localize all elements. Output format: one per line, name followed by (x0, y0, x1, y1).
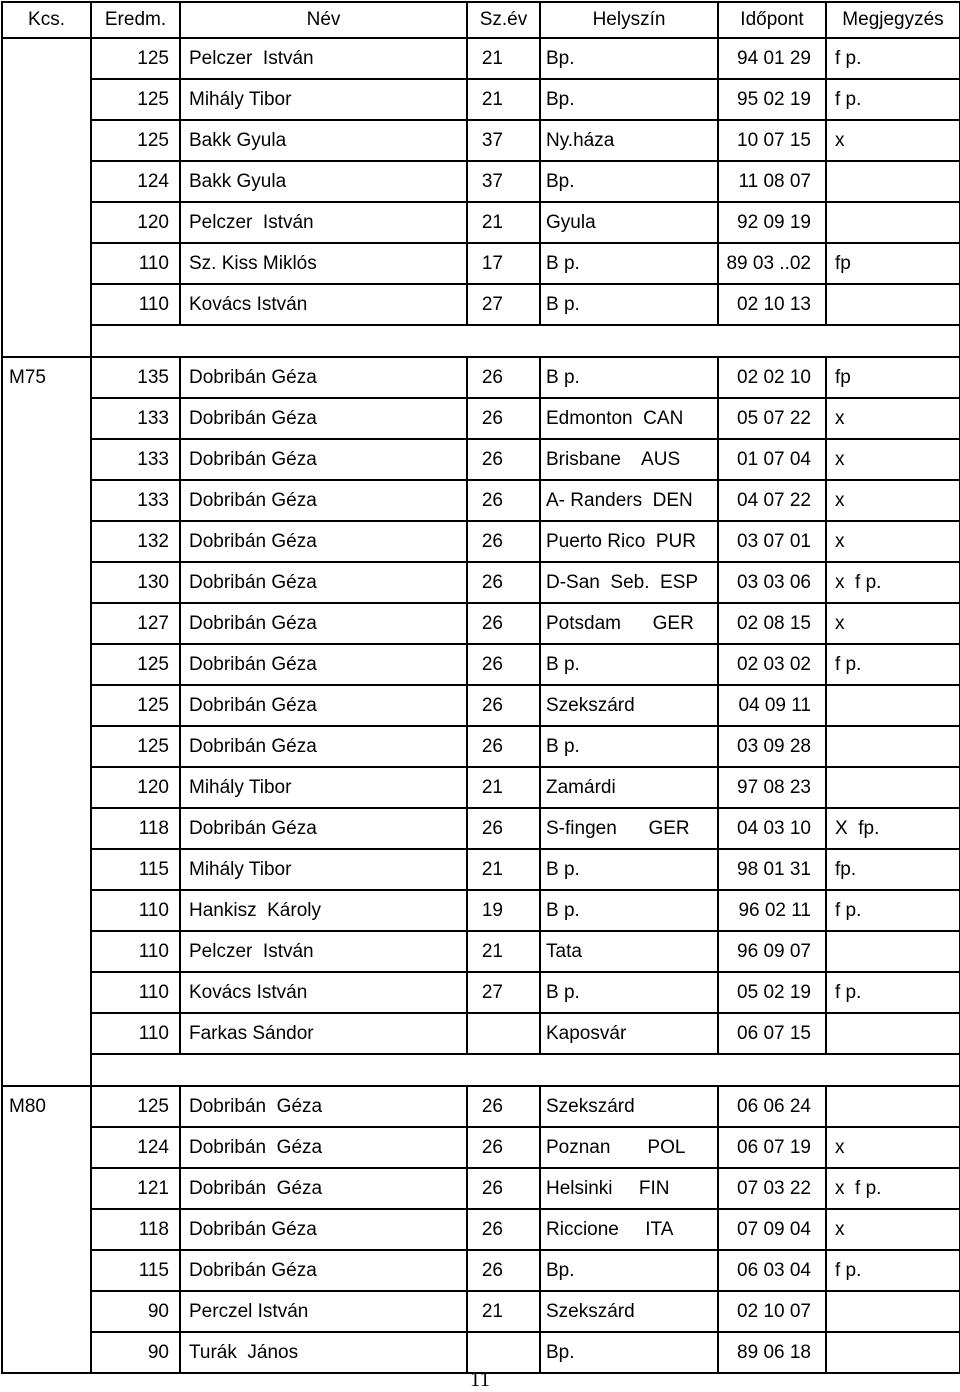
table-row (2, 357, 960, 398)
cell-megj: fp (826, 357, 960, 398)
cell-megj: x f p. (826, 1168, 960, 1209)
cell-hely: B p. (540, 726, 718, 767)
cell-ido: 11 08 07 (718, 161, 826, 202)
cell-eredm: 125 (91, 685, 180, 726)
cell-nev: Dobribán Géza (180, 357, 467, 398)
table-row (2, 480, 960, 521)
cell-eredm: 124 (91, 1127, 180, 1168)
blank-cell (91, 325, 960, 357)
cell-eredm: 125 (91, 726, 180, 767)
cell-szev: 26 (467, 1086, 540, 1127)
cell-szev: 21 (467, 1291, 540, 1332)
cell-hely: Poznan POL (540, 1127, 718, 1168)
cell-ido: 02 03 02 (718, 644, 826, 685)
cell-hely: Bp. (540, 1250, 718, 1291)
cell-nev: Farkas Sándor (180, 1013, 467, 1054)
table-row (2, 1291, 960, 1332)
cell-megj (826, 685, 960, 726)
cell-eredm: 127 (91, 603, 180, 644)
cell-szev: 37 (467, 161, 540, 202)
cell-kcs (2, 38, 91, 79)
cell-ido: 03 09 28 (718, 726, 826, 767)
header-eredm: Eredm. (91, 2, 180, 38)
cell-kcs (2, 890, 91, 931)
cell-kcs (2, 685, 91, 726)
cell-megj: x f p. (826, 562, 960, 603)
cell-ido: 04 07 22 (718, 480, 826, 521)
cell-eredm: 124 (91, 161, 180, 202)
cell-ido: 02 08 15 (718, 603, 826, 644)
cell-megj: f p. (826, 890, 960, 931)
cell-ido: 07 09 04 (718, 1209, 826, 1250)
cell-kcs (2, 603, 91, 644)
cell-eredm: 125 (91, 120, 180, 161)
cell-ido: 10 07 15 (718, 120, 826, 161)
cell-hely: Brisbane AUS (540, 439, 718, 480)
cell-megj (826, 726, 960, 767)
table-row (2, 644, 960, 685)
cell-eredm: 110 (91, 284, 180, 325)
cell-szev: 26 (467, 480, 540, 521)
cell-megj (826, 202, 960, 243)
cell-nev: Kovács István (180, 284, 467, 325)
cell-megj: f p. (826, 79, 960, 120)
cell-eredm: 133 (91, 439, 180, 480)
cell-kcs (2, 726, 91, 767)
cell-szev: 26 (467, 685, 540, 726)
cell-hely: Edmonton CAN (540, 398, 718, 439)
cell-szev: 37 (467, 120, 540, 161)
cell-hely: Bp. (540, 1332, 718, 1373)
table-row (2, 439, 960, 480)
cell-szev (467, 1013, 540, 1054)
cell-nev: Pelczer István (180, 202, 467, 243)
table-row (2, 808, 960, 849)
cell-megj (826, 161, 960, 202)
cell-ido: 05 02 19 (718, 972, 826, 1013)
cell-eredm: 110 (91, 1013, 180, 1054)
cell-kcs (2, 808, 91, 849)
cell-eredm: 118 (91, 1209, 180, 1250)
table-row (2, 284, 960, 325)
cell-nev: Dobribán Géza (180, 726, 467, 767)
cell-eredm: 115 (91, 1250, 180, 1291)
cell-eredm: 110 (91, 931, 180, 972)
cell-kcs (2, 644, 91, 685)
blank-separator-row (2, 1054, 960, 1086)
cell-nev: Dobribán Géza (180, 603, 467, 644)
cell-ido: 98 01 31 (718, 849, 826, 890)
records-body (2, 38, 960, 1373)
cell-hely: D-San Seb. ESP (540, 562, 718, 603)
cell-eredm: 135 (91, 357, 180, 398)
table-row (2, 1250, 960, 1291)
cell-kcs (2, 79, 91, 120)
table-row (2, 726, 960, 767)
cell-kcs (2, 161, 91, 202)
cell-hely: S-fingen GER (540, 808, 718, 849)
cell-nev: Mihály Tibor (180, 849, 467, 890)
cell-eredm: 118 (91, 808, 180, 849)
cell-nev: Bakk Gyula (180, 120, 467, 161)
cell-eredm: 110 (91, 890, 180, 931)
cell-hely: Bp. (540, 38, 718, 79)
cell-nev: Dobribán Géza (180, 1127, 467, 1168)
cell-kcs (2, 931, 91, 972)
cell-szev: 26 (467, 644, 540, 685)
table-row (2, 603, 960, 644)
cell-ido: 02 10 13 (718, 284, 826, 325)
cell-eredm: 121 (91, 1168, 180, 1209)
cell-hely: Szekszárd (540, 1086, 718, 1127)
cell-ido: 97 08 23 (718, 767, 826, 808)
cell-megj: f p. (826, 972, 960, 1013)
blank-cell (2, 1054, 91, 1086)
header-kcs: Kcs. (2, 2, 91, 38)
header-nev: Név (180, 2, 467, 38)
cell-eredm: 125 (91, 38, 180, 79)
table-row (2, 1086, 960, 1127)
cell-szev: 19 (467, 890, 540, 931)
cell-szev: 21 (467, 79, 540, 120)
table-row (2, 1013, 960, 1054)
cell-nev: Mihály Tibor (180, 79, 467, 120)
table-row (2, 161, 960, 202)
table-row (2, 521, 960, 562)
cell-kcs (2, 1013, 91, 1054)
cell-szev: 26 (467, 808, 540, 849)
cell-eredm: 120 (91, 767, 180, 808)
cell-megj: f p. (826, 1250, 960, 1291)
cell-hely: Tata (540, 931, 718, 972)
cell-ido: 06 07 19 (718, 1127, 826, 1168)
cell-nev: Mihály Tibor (180, 767, 467, 808)
cell-szev: 26 (467, 726, 540, 767)
cell-megj: x (826, 120, 960, 161)
cell-megj (826, 284, 960, 325)
table-row (2, 79, 960, 120)
cell-hely: Gyula (540, 202, 718, 243)
cell-ido: 06 03 04 (718, 1250, 826, 1291)
cell-ido: 92 09 19 (718, 202, 826, 243)
cell-hely: B p. (540, 849, 718, 890)
cell-hely: Bp. (540, 161, 718, 202)
cell-megj: f p. (826, 644, 960, 685)
cell-kcs (2, 972, 91, 1013)
cell-megj: x (826, 1127, 960, 1168)
cell-megj (826, 931, 960, 972)
cell-szev: 26 (467, 1127, 540, 1168)
cell-kcs (2, 120, 91, 161)
cell-hely: Szekszárd (540, 685, 718, 726)
cell-ido: 94 01 29 (718, 38, 826, 79)
cell-nev: Hankisz Károly (180, 890, 467, 931)
cell-ido: 06 07 15 (718, 1013, 826, 1054)
cell-ido: 89 06 18 (718, 1332, 826, 1373)
cell-eredm: 110 (91, 972, 180, 1013)
cell-ido: 89 03 ..02 (718, 243, 826, 284)
cell-szev: 21 (467, 767, 540, 808)
cell-nev: Kovács István (180, 972, 467, 1013)
cell-nev: Dobribán Géza (180, 1209, 467, 1250)
cell-eredm: 125 (91, 79, 180, 120)
header-hely: Helyszín (540, 2, 718, 38)
cell-kcs (2, 243, 91, 284)
cell-szev: 26 (467, 439, 540, 480)
cell-hely: Ny.háza (540, 120, 718, 161)
cell-eredm: 132 (91, 521, 180, 562)
cell-szev: 26 (467, 562, 540, 603)
table-row (2, 120, 960, 161)
cell-kcs (2, 480, 91, 521)
table-row (2, 767, 960, 808)
cell-ido: 04 09 11 (718, 685, 826, 726)
cell-hely: Riccione ITA (540, 1209, 718, 1250)
cell-kcs (2, 767, 91, 808)
cell-szev: 21 (467, 931, 540, 972)
cell-ido: 02 10 07 (718, 1291, 826, 1332)
cell-megj: X fp. (826, 808, 960, 849)
cell-szev: 26 (467, 521, 540, 562)
cell-kcs (2, 202, 91, 243)
cell-nev: Bakk Gyula (180, 161, 467, 202)
cell-szev: 21 (467, 202, 540, 243)
cell-eredm: 90 (91, 1291, 180, 1332)
cell-szev: 21 (467, 38, 540, 79)
cell-hely: Kaposvár (540, 1013, 718, 1054)
cell-ido: 04 03 10 (718, 808, 826, 849)
table-row (2, 1209, 960, 1250)
cell-megj (826, 1086, 960, 1127)
cell-nev: Pelczer István (180, 38, 467, 79)
cell-hely: Helsinki FIN (540, 1168, 718, 1209)
cell-nev: Dobribán Géza (180, 1086, 467, 1127)
cell-szev: 26 (467, 603, 540, 644)
cell-megj: x (826, 480, 960, 521)
cell-nev: Dobribán Géza (180, 1250, 467, 1291)
cell-hely: Potsdam GER (540, 603, 718, 644)
table-row (2, 1168, 960, 1209)
cell-hely: B p. (540, 357, 718, 398)
cell-hely: Bp. (540, 79, 718, 120)
cell-nev: Dobribán Géza (180, 1168, 467, 1209)
cell-szev: 26 (467, 398, 540, 439)
table-row (2, 398, 960, 439)
blank-cell (91, 1054, 960, 1086)
cell-szev: 17 (467, 243, 540, 284)
cell-kcs: M75 (2, 357, 91, 398)
header-row (2, 2, 960, 38)
cell-kcs (2, 1168, 91, 1209)
table-row (2, 202, 960, 243)
cell-megj: fp. (826, 849, 960, 890)
cell-megj (826, 767, 960, 808)
cell-hely: B p. (540, 890, 718, 931)
cell-ido: 05 07 22 (718, 398, 826, 439)
cell-ido: 96 09 07 (718, 931, 826, 972)
cell-hely: B p. (540, 644, 718, 685)
cell-ido: 01 07 04 (718, 439, 826, 480)
cell-eredm: 90 (91, 1332, 180, 1373)
cell-kcs: M80 (2, 1086, 91, 1127)
cell-megj: x (826, 1209, 960, 1250)
cell-eredm: 120 (91, 202, 180, 243)
cell-nev: Sz. Kiss Miklós (180, 243, 467, 284)
cell-megj: x (826, 521, 960, 562)
cell-megj (826, 1291, 960, 1332)
cell-nev: Dobribán Géza (180, 808, 467, 849)
cell-kcs (2, 562, 91, 603)
cell-nev: Dobribán Géza (180, 685, 467, 726)
cell-kcs (2, 398, 91, 439)
table-row (2, 972, 960, 1013)
cell-hely: Zamárdi (540, 767, 718, 808)
header-szev: Sz.év (467, 2, 540, 38)
cell-ido: 03 07 01 (718, 521, 826, 562)
cell-eredm: 110 (91, 243, 180, 284)
cell-hely: Puerto Rico PUR (540, 521, 718, 562)
cell-nev: Pelczer István (180, 931, 467, 972)
cell-hely: A- Randers DEN (540, 480, 718, 521)
cell-nev: Dobribán Géza (180, 480, 467, 521)
cell-megj: x (826, 439, 960, 480)
cell-nev: Turák János (180, 1332, 467, 1373)
cell-kcs (2, 1209, 91, 1250)
cell-eredm: 130 (91, 562, 180, 603)
header-ido: Időpont (718, 2, 826, 38)
cell-kcs (2, 1291, 91, 1332)
cell-ido: 07 03 22 (718, 1168, 826, 1209)
cell-nev: Perczel István (180, 1291, 467, 1332)
table-row (2, 685, 960, 726)
table-row (2, 849, 960, 890)
cell-hely: B p. (540, 972, 718, 1013)
cell-ido: 95 02 19 (718, 79, 826, 120)
cell-eredm: 133 (91, 398, 180, 439)
cell-szev: 26 (467, 1250, 540, 1291)
table-row (2, 38, 960, 79)
table-row (2, 243, 960, 284)
cell-hely: B p. (540, 284, 718, 325)
cell-megj (826, 1013, 960, 1054)
cell-kcs (2, 521, 91, 562)
cell-megj: x (826, 603, 960, 644)
table-row (2, 1127, 960, 1168)
header-megj: Megjegyzés (826, 2, 960, 38)
cell-szev: 27 (467, 972, 540, 1013)
cell-ido: 06 06 24 (718, 1086, 826, 1127)
cell-szev: 21 (467, 849, 540, 890)
cell-ido: 02 02 10 (718, 357, 826, 398)
cell-szev: 26 (467, 1209, 540, 1250)
cell-nev: Dobribán Géza (180, 439, 467, 480)
cell-hely: B p. (540, 243, 718, 284)
cell-szev: 26 (467, 357, 540, 398)
blank-separator-row (2, 325, 960, 357)
cell-eredm: 133 (91, 480, 180, 521)
page-number: 11 (469, 1367, 491, 1391)
cell-hely: Szekszárd (540, 1291, 718, 1332)
cell-kcs (2, 849, 91, 890)
cell-szev: 27 (467, 284, 540, 325)
cell-eredm: 115 (91, 849, 180, 890)
cell-kcs (2, 439, 91, 480)
cell-nev: Dobribán Géza (180, 521, 467, 562)
table-row (2, 890, 960, 931)
cell-ido: 96 02 11 (718, 890, 826, 931)
cell-szev: 26 (467, 1168, 540, 1209)
cell-kcs (2, 1250, 91, 1291)
cell-eredm: 125 (91, 1086, 180, 1127)
cell-nev: Dobribán Géza (180, 644, 467, 685)
cell-megj: x (826, 398, 960, 439)
blank-cell (2, 325, 91, 357)
cell-kcs (2, 1127, 91, 1168)
table-row (2, 931, 960, 972)
cell-eredm: 125 (91, 644, 180, 685)
cell-ido: 03 03 06 (718, 562, 826, 603)
table-row (2, 562, 960, 603)
cell-nev: Dobribán Géza (180, 398, 467, 439)
cell-nev: Dobribán Géza (180, 562, 467, 603)
cell-megj: f p. (826, 38, 960, 79)
cell-megj: fp (826, 243, 960, 284)
cell-kcs (2, 284, 91, 325)
records-table (1, 1, 960, 1374)
